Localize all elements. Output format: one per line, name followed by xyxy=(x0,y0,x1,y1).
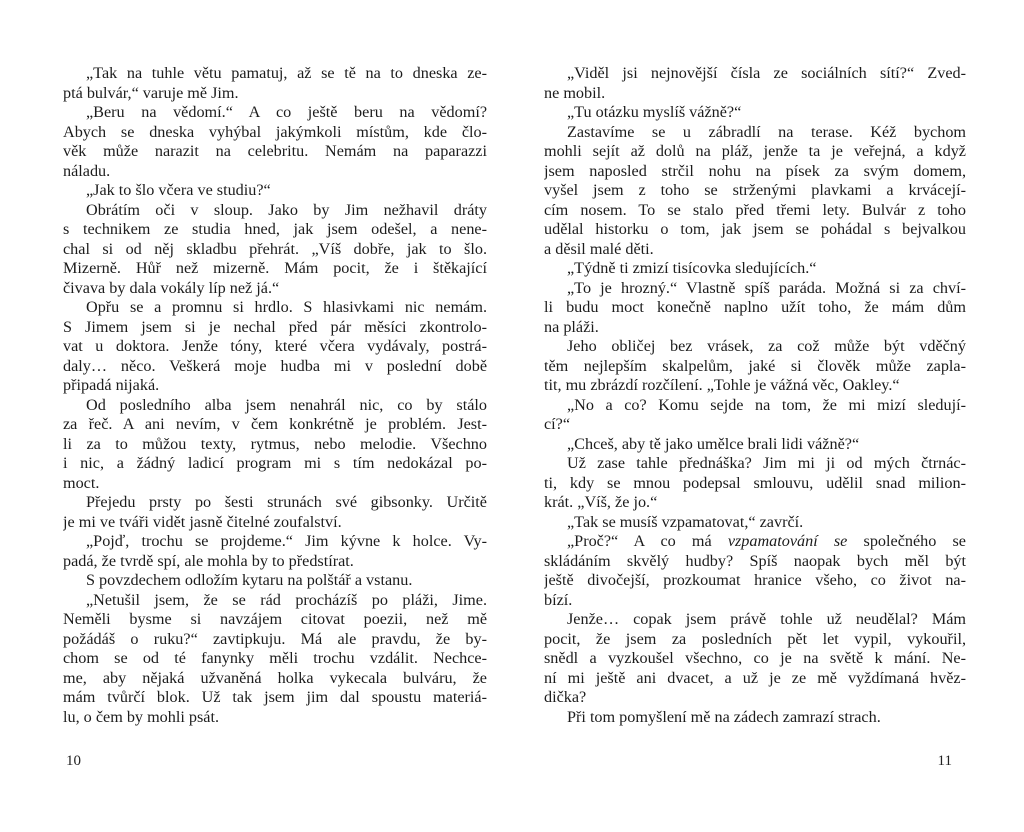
text-line: pocit, že jsem za posledních pět let vypil, vykouřil, xyxy=(544,629,966,648)
text-line: Mizerně. Hůř než mizerně. Mám pocit, že i štěkající xyxy=(63,259,487,277)
text-line: Od posledního alba jsem nenahrál nic, co by stálo xyxy=(86,395,487,414)
text-line: Jenže… copak jsem právě tohle už neudělal? Mám xyxy=(567,610,966,628)
text-line: cím nosem. To se stalo před třemi lety. Bulvár z toho xyxy=(544,200,966,219)
text-line: Zastavíme se u zábradlí na terase. Kéž bychom xyxy=(567,122,966,141)
page-number-left: 10 xyxy=(66,753,81,769)
text-line: připadá nijaká. xyxy=(63,376,160,394)
text-line: Už zase tahle přednáška? Jim mi ji od mých čtrnác- xyxy=(567,454,966,472)
text-line: náladu. xyxy=(63,161,111,180)
text-line: Při tom pomyšlení mě na zádech zamrazí strach. xyxy=(567,707,881,726)
text-line: „Chceš, aby tě jako umělce brali lidi vážně?“ xyxy=(567,434,860,453)
text-line: lu, o čem by mohli psát. xyxy=(63,707,220,726)
text-line: Přejedu prsty po šesti strunách své gibsonky. Určitě xyxy=(86,493,487,511)
text-line: Abych se dneska vyhýbal jakýmkoli místům, kde člo- xyxy=(63,122,487,141)
text-line: mám tvůrčí blok. Už tak jsem jim dal spoustu materiá- xyxy=(63,688,487,706)
text-line: je mi ve tváři vidět jasně čitelné zoufalství. xyxy=(63,512,342,531)
text-line: „To je hrozný.“ Vlastně spíš paráda. Možná si za chví- xyxy=(567,278,966,297)
text-line: i nic, a žádný ladicí program mi s tím nedokázal po- xyxy=(63,454,487,472)
text-line: daly… něco. Veškerá moje hudba mi v poslední době xyxy=(63,356,487,375)
text-line: požádáš o ruku?“ zavtipkuju. Má ale pravdu, že by- xyxy=(63,629,487,648)
text-line: Obrátím oči v sloup. Jako by Jim nežhavil dráty xyxy=(86,200,487,219)
text-line: „Pojď, trochu se projdeme.“ Jim kývne k holce. Vy- xyxy=(86,532,487,550)
text-line: cí?“ xyxy=(544,415,571,433)
text-line: „Netušil jsem, že se rád procházíš po pláži, Jime. xyxy=(86,590,487,609)
text-line: udělal historku o tom, jak jsem se pohádal s bejvalkou xyxy=(544,220,966,238)
text-line: jsem naposled strčil nohu na písek za svým domem, xyxy=(544,161,966,180)
text-line: Neměli bysme si navzájem citovat poezii, než mě xyxy=(63,610,487,628)
text-line: tit, mu zbrázdí rozčílení. „Tohle je vážná věc, Oakley.“ xyxy=(544,376,900,394)
text-line: „Tak na tuhle větu pamatuj, až se tě na to dneska ze- xyxy=(86,64,487,82)
text-line: „Týdně ti zmizí tisícovka sledujících.“ xyxy=(567,259,817,277)
text-line: Jeho obličej bez vrásek, za což může být vděčný xyxy=(567,337,966,355)
text-line: a děsil malé děti. xyxy=(544,239,654,258)
text-line: snědl a vyzkoušel všechno, co je na světě k mání. Ne- xyxy=(544,649,966,667)
text-line: čivava by dala vokály líp než já.“ xyxy=(63,278,280,297)
text-line: Opřu se a promnu si hrdlo. S hlasivkami nic nemám. xyxy=(86,298,487,316)
text-line: ti, kdy se mnou podepsal smlouvu, udělil snad milion- xyxy=(544,473,966,492)
text-line: „No a co? Komu sejde na tom, že mi mizí sledují- xyxy=(567,395,966,414)
text-line: bízí. xyxy=(544,590,573,609)
text-line: „Beru na vědomí.“ A co ještě beru na vědomí? xyxy=(86,103,487,121)
text-line xyxy=(544,532,966,552)
text-line: ptá bulvár,“ varuje mě Jim. xyxy=(63,83,239,102)
text-line: me, aby nějaká užvaněná holka vykecala bulváru, že xyxy=(63,668,487,687)
text-line: na pláži. xyxy=(544,317,599,336)
text-line: li budu moct konečně naplno užít toho, že mám dům xyxy=(544,298,966,316)
text-line: vyšel jsem z toho se strženými plavkami a krvácejí- xyxy=(544,181,966,199)
text-line: S Jimem jsem si je nechal před pár měsíci zkontrolo- xyxy=(63,317,487,336)
text-line: chom se od té fanynky měli trochu vzdálit. Nechce- xyxy=(63,649,487,667)
text-segment: „Proč?“ A co má xyxy=(567,532,728,550)
text-line: „Jak to šlo včera ve studiu?“ xyxy=(86,181,271,199)
text-line: věk může narazit na celebritu. Nemám na paparazzi xyxy=(63,142,487,160)
text-line: ní mi ještě ani dvacet, a už je ze mě vyždímaná hvěz- xyxy=(544,668,966,687)
text-line: li za to můžou texty, rytmus, nebo melodie. Všechno xyxy=(63,434,487,453)
text-line: za řeč. A ani nevím, v čem konkrétně je problém. Jest- xyxy=(63,415,487,433)
text-line: s technikem ze studia hned, jak jsem odešel, a nene- xyxy=(63,220,487,238)
text-line: těm nejlepším skalpelům, jaké si člověk může zapla- xyxy=(544,356,966,375)
text-line: skládáním skvělý hudby? Spíš naopak bych měl být xyxy=(544,551,966,570)
text-line: padá, že tvrdě spí, ale mohla by to předstírat. xyxy=(63,551,354,570)
page-left-text-block xyxy=(63,64,487,727)
text-line: mohli sejít až dolů na pláž, jenže ta je veřejná, a když xyxy=(544,142,966,160)
text-segment: společného se xyxy=(847,532,966,550)
text-line: moct. xyxy=(63,473,100,492)
text-line: krát. „Víš, že jo.“ xyxy=(544,493,658,511)
text-line: „Tak se musíš vzpamatovat,“ zavrčí. xyxy=(567,512,804,531)
text-line: vat u doktora. Jenže tóny, které včera vydávaly, postrá- xyxy=(63,337,487,355)
text-line: S povzdechem odložím kytaru na polštář a vstanu. xyxy=(86,571,413,589)
text-line: ne mobil. xyxy=(544,83,606,102)
text-line: „Tu otázku myslíš vážně?“ xyxy=(567,103,742,121)
italic-phrase: vzpamatování se xyxy=(727,532,848,550)
text-line: dička? xyxy=(544,688,587,706)
text-line: chal si od něj skladbu přehrát. „Víš dobře, jak to šlo. xyxy=(63,239,487,258)
text-line: „Viděl jsi nejnovější čísla ze sociálních sítí?“ Zved- xyxy=(567,64,966,82)
text-line: ještě divočejší, prozkoumat hranice všeho, co život na- xyxy=(544,571,966,589)
page-right-text-block xyxy=(544,64,966,727)
page-number-right: 11 xyxy=(937,753,952,769)
